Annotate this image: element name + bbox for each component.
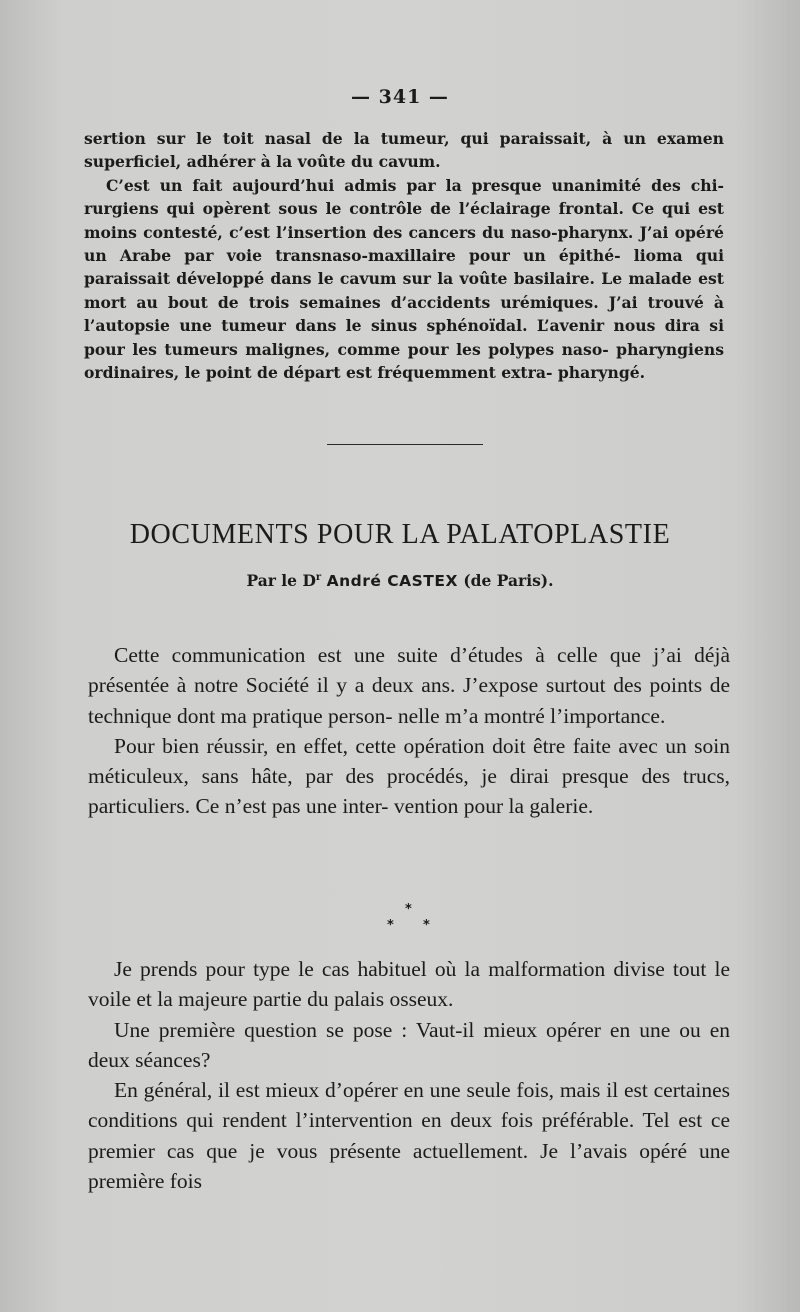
text-line: superficiel, adhérer à la voûte du cavum. <box>84 152 441 172</box>
byline <box>0 571 800 590</box>
text-line: est moins contesté, c’est l’insertion des cancers du naso-pharynx. <box>84 199 724 242</box>
paragraph <box>88 1075 730 1196</box>
previous-article-text <box>84 127 724 384</box>
article-body-main <box>88 954 730 1196</box>
text-line: Une première question se pose : Vaut-il mieux opérer en <box>114 1017 631 1042</box>
text-line: rurgiens qui opèrent sous le contrôle de l’éclairage frontal. Ce qui <box>84 199 691 219</box>
page-number: — 341 — <box>351 86 449 108</box>
text-line: pharyngiens ordinaires, le point de départ est fréquemment extra- <box>84 339 724 383</box>
text-line: avec un soin méticuleux, sans hâte, par des procédés, je <box>88 733 731 789</box>
asterism-star: * <box>387 918 394 933</box>
article-body-intro <box>88 640 730 822</box>
byline-suffix: (de Paris). <box>463 571 554 590</box>
text-line: nelle m’a montré l’importance. <box>397 703 666 728</box>
text-line: divise tout le voile et la majeure partie du palais osseux. <box>88 957 731 1012</box>
text-line: C’est un fait aujourd’hui admis par la presque unanimité des chi- <box>106 175 724 195</box>
asterism <box>385 902 445 932</box>
paragraph <box>88 954 730 1015</box>
text-line: deux fois préférable. Tel est ce premier cas que je vous <box>88 1108 730 1163</box>
text-line: une ou en deux séances? <box>88 1017 730 1072</box>
text-line: surtout des points de technique dont ma pratique person- <box>88 673 730 728</box>
article-title: DOCUMENTS POUR LA PALATOPLASTIE <box>129 519 671 550</box>
paragraph <box>88 1015 730 1076</box>
paragraph <box>84 127 724 174</box>
paragraph <box>88 640 730 731</box>
text-line: J’ai opéré un Arabe par voie transnaso-maxillaire pour un épithé- <box>84 222 724 266</box>
text-line: nous dira si pour les tumeurs malignes, comme pour les polypes naso- <box>84 316 725 359</box>
section-divider <box>327 444 483 445</box>
asterism-star: * <box>405 902 412 917</box>
asterism-star: * <box>423 918 430 933</box>
text-line: pharyngé. <box>557 363 646 383</box>
text-line: Cette communication est une suite d’études à celle que <box>114 643 641 667</box>
text-line: vention pour la galerie. <box>393 794 594 819</box>
text-line: En général, il est mieux d’opérer en une seule fois, mais <box>114 1078 601 1103</box>
text-line: dirai presque des trucs, particuliers. Ce n’est pas une inter- <box>88 764 731 819</box>
text-line: Je prends pour type le cas habituel où la malformation <box>114 957 606 981</box>
paragraph <box>88 731 730 822</box>
text-line: Le malade est mort au bout de trois semaines d’accidents urémiques. <box>84 269 724 312</box>
byline-prefix-sup: r <box>315 571 322 583</box>
paragraph <box>84 174 724 385</box>
text-line: Pour bien réussir, en effet, cette opération doit être faite <box>114 733 611 758</box>
text-line: j’ai déjà présentée à notre Société il y a deux ans. J’expose <box>88 643 730 698</box>
text-line: présente actuellement. Je l’avais opéré une première fois <box>88 1138 731 1194</box>
text-line: lioma qui paraissait développé dans le cavum sur la voûte basilaire. <box>84 246 725 289</box>
text-line: J’ai trouvé à l’autopsie une tumeur dans le sinus sphénoïdal. L’avenir <box>84 292 724 336</box>
text-line: il est certaines conditions qui rendent l’intervention en <box>88 1078 730 1133</box>
byline-prefix: Par le D <box>246 571 316 590</box>
text-line: sertion sur le toit nasal de la tumeur, qui paraissait, à un examen <box>84 129 724 148</box>
author-name: André CASTEX <box>326 572 458 590</box>
